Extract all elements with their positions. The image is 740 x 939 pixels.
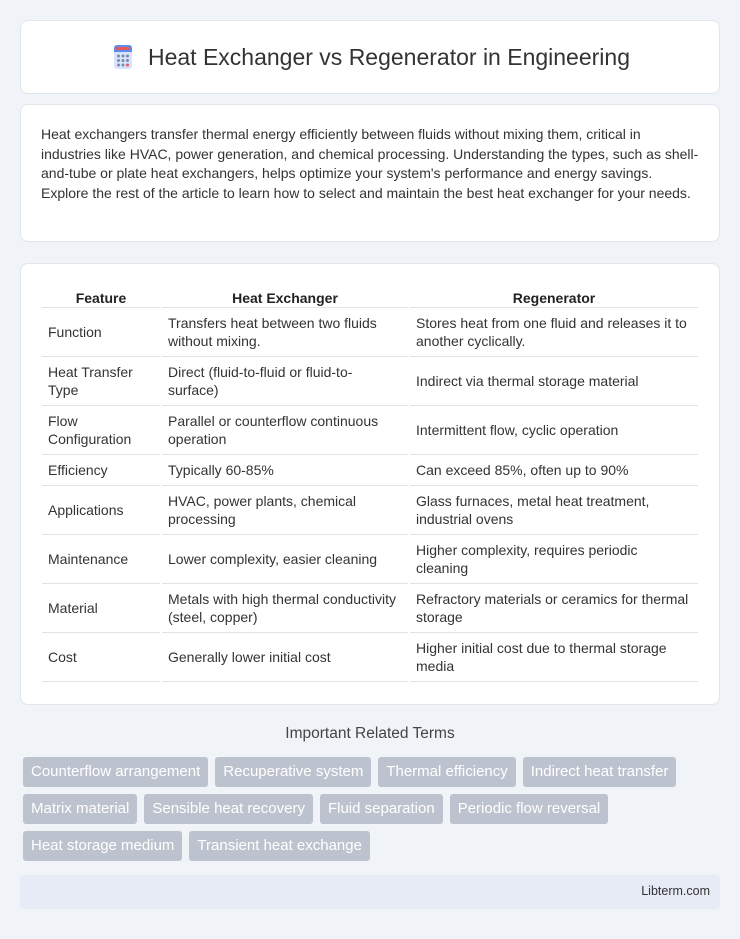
table-row	[42, 584, 698, 633]
related-term-tag[interactable]: Recuperative system	[215, 757, 371, 787]
related-term-tag[interactable]: Thermal efficiency	[378, 757, 515, 787]
row-feature: Efficiency	[42, 455, 160, 486]
header-feature: Feature	[42, 282, 160, 308]
row-regenerator: Indirect via thermal storage material	[410, 357, 698, 406]
table-row	[42, 535, 698, 584]
row-feature: Heat Transfer Type	[42, 357, 160, 406]
title-card	[20, 20, 720, 94]
row-regenerator: Can exceed 85%, often up to 90%	[410, 455, 698, 486]
related-term-tag[interactable]: Fluid separation	[320, 794, 443, 824]
row-feature: Cost	[42, 633, 160, 682]
row-regenerator: Glass furnaces, metal heat treatment, industrial ovens	[410, 486, 698, 535]
table-row	[42, 406, 698, 455]
row-heat-exchanger: Typically 60-85%	[162, 455, 408, 486]
related-term-tag[interactable]: Transient heat exchange	[189, 831, 370, 861]
row-feature: Maintenance	[42, 535, 160, 584]
related-term-tag[interactable]: Indirect heat transfer	[523, 757, 677, 787]
comparison-table-card	[20, 263, 720, 705]
table-row	[42, 455, 698, 486]
row-feature: Function	[42, 308, 160, 357]
related-term-tag[interactable]: Heat storage medium	[23, 831, 182, 861]
row-heat-exchanger: Parallel or counterflow continuous operation	[162, 406, 408, 455]
row-heat-exchanger: Direct (fluid-to-fluid or fluid-to-surface)	[162, 357, 408, 406]
table-row	[42, 633, 698, 682]
row-regenerator: Refractory materials or ceramics for thermal storage	[410, 584, 698, 633]
related-term-tag[interactable]: Periodic flow reversal	[450, 794, 609, 824]
table-row	[42, 308, 698, 357]
row-heat-exchanger: Lower complexity, easier cleaning	[162, 535, 408, 584]
header-regenerator: Regenerator	[410, 282, 698, 308]
related-term-tag[interactable]: Matrix material	[23, 794, 137, 824]
row-regenerator: Intermittent flow, cyclic operation	[410, 406, 698, 455]
page-title: Heat Exchanger vs Regenerator in Engineering	[147, 43, 630, 70]
row-heat-exchanger: HVAC, power plants, chemical processing	[162, 486, 408, 535]
footer	[20, 875, 720, 909]
row-regenerator: Higher complexity, requires periodic cleaning	[410, 535, 698, 584]
table-row	[42, 357, 698, 406]
related-term-tag[interactable]: Sensible heat recovery	[144, 794, 313, 824]
row-regenerator: Higher initial cost due to thermal storage media	[410, 633, 698, 682]
row-regenerator: Stores heat from one fluid and releases it to another cyclically.	[410, 308, 698, 357]
row-heat-exchanger: Transfers heat between two fluids without mixing.	[162, 308, 408, 357]
related-terms-list	[23, 757, 723, 868]
row-feature: Applications	[42, 486, 160, 535]
intro-card	[20, 104, 720, 242]
comparison-table	[40, 282, 700, 682]
row-feature: Material	[42, 584, 160, 633]
table-row	[42, 486, 698, 535]
calculator-icon	[110, 44, 136, 70]
row-heat-exchanger: Generally lower initial cost	[162, 633, 408, 682]
row-heat-exchanger: Metals with high thermal conductivity (steel, copper)	[162, 584, 408, 633]
row-feature: Flow Configuration	[42, 406, 160, 455]
related-term-tag[interactable]: Counterflow arrangement	[23, 757, 208, 787]
related-terms-heading: Important Related Terms	[285, 725, 455, 742]
table-header-row	[42, 282, 698, 308]
footer-site-link[interactable]: Libterm.com	[641, 884, 710, 898]
intro-paragraph: Heat exchangers transfer thermal energy efficiently between fluids without mixing them, critical in industries like HVAC, power generation, and chemical processing. Understanding the types, such as shell-and-tube or plate heat exchangers, helps optimize your system's performance and energy savings. Explore the rest of the article to learn how to select and maintain the best heat exchanger for your needs.	[41, 126, 699, 201]
header-heat-exchanger: Heat Exchanger	[162, 282, 408, 308]
